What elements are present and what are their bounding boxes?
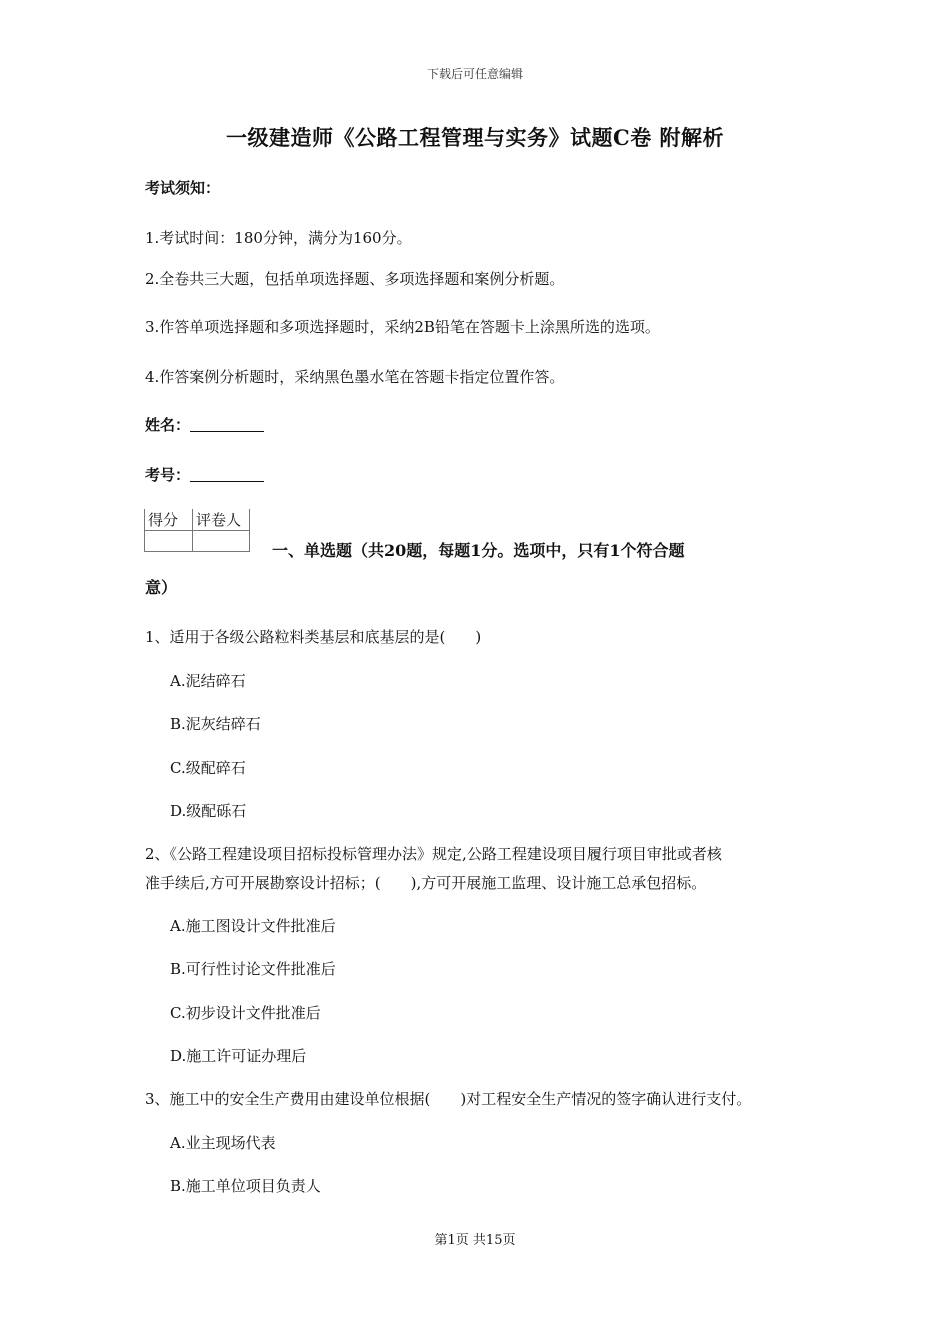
score-header: 得分 xyxy=(145,509,193,531)
document-title: 一级建造师《公路工程管理与实务》试题C卷 附解析 xyxy=(225,125,725,150)
name-field xyxy=(145,414,264,435)
id-blank-line xyxy=(190,465,264,482)
section-heading-cont: 意） xyxy=(145,578,178,597)
question-option: B.泥灰结碎石 xyxy=(170,715,261,733)
question-option: C.级配碎石 xyxy=(170,759,246,777)
grader-header: 评卷人 xyxy=(193,509,250,531)
question-option: D.施工许可证办理后 xyxy=(170,1047,307,1065)
id-field xyxy=(145,464,264,485)
section-heading: 一、单选题（共20题，每题1分。选项中，只有1个符合题 xyxy=(272,541,685,560)
question-stem: 3、施工中的安全生产费用由建设单位根据( )对工程安全生产情况的签字确认进行支付。 xyxy=(145,1090,752,1108)
score-cell xyxy=(145,531,193,552)
question-option: D.级配砾石 xyxy=(170,802,247,820)
question-option: A.施工图设计文件批准后 xyxy=(170,917,336,935)
notice-heading: 考试须知： xyxy=(145,179,221,197)
page-footer: 第1页 共15页 xyxy=(434,1233,516,1248)
question-option: A.业主现场代表 xyxy=(170,1134,276,1152)
question-stem: 1、适用于各级公路粒料类基层和底基层的是( ) xyxy=(145,628,482,646)
header-note: 下载后可任意编辑 xyxy=(426,67,523,81)
id-label: 考号： xyxy=(145,466,191,484)
grader-cell xyxy=(193,531,250,552)
name-label: 姓名： xyxy=(145,416,191,434)
question-option: B.可行性讨论文件批准后 xyxy=(170,960,336,978)
question-stem-cont: 准手续后,方可开展勘察设计招标；( ),方可开展施工监理、设计施工总承包招标。 xyxy=(145,874,707,892)
score-table xyxy=(144,509,250,552)
question-option: C.初步设计文件批准后 xyxy=(170,1004,321,1022)
notice-item: 1.考试时间：180分钟，满分为160分。 xyxy=(145,229,412,247)
question-stem: 2、《公路工程建设项目招标投标管理办法》规定,公路工程建设项目履行项目审批或者核 xyxy=(145,845,722,863)
question-option: A.泥结碎石 xyxy=(170,672,246,690)
notice-item: 4.作答案例分析题时，采纳黑色墨水笔在答题卡指定位置作答。 xyxy=(145,368,565,386)
notice-item: 3.作答单项选择题和多项选择题时，采纳2B铅笔在答题卡上涂黑所选的选项。 xyxy=(145,318,660,336)
question-option: B.施工单位项目负责人 xyxy=(170,1177,321,1195)
notice-item: 2.全卷共三大题，包括单项选择题、多项选择题和案例分析题。 xyxy=(145,270,565,288)
name-blank-line xyxy=(190,415,264,432)
